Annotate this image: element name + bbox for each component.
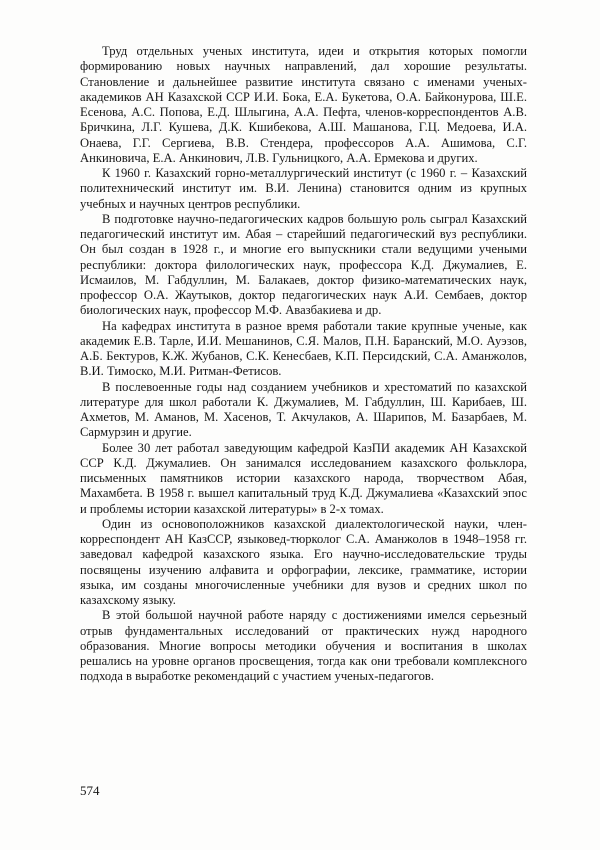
paragraph-1: [80, 44, 527, 166]
paragraph-5: [80, 380, 527, 441]
page-number: 574: [80, 783, 100, 798]
paragraph-3: [80, 212, 527, 319]
paragraph-7: [80, 517, 527, 609]
paragraph-2-text: К 1960 г. Казахский горно-металлургический институт (с 1960 г. – Казахский политехнический институт им. В.И. Ленина) становится одним из крупных учебных и научных центров республики.: [80, 166, 527, 211]
paragraph-6: [80, 441, 527, 517]
paragraph-5-text: В послевоенные годы над созданием учебников и хрестоматий по казахской литературе для школ работали К. Джумалиев, М. Габдуллин, Ш. Карибаев, Ш. Ахметов, М. Аманов, М. Хасенов, Т. Акчулаков, А. Шарипов, М. Базарбаев, М. Сармурзин и другие.: [80, 379, 527, 440]
paragraph-4: [80, 319, 527, 380]
paragraph-7-text: Один из основоположников казахской диалектологической науки, член-корреспондент АН КазССР, языковед-тюрколог С.А. Аманжолов в 1948–1958 гг. заведовал кафедрой казахского языка. Его научно-исследовательские труды посвящены изучению алфавита и орфографии, лексике, грамматике, истории языка, им созданы многочисленные учебники для вузов и средних школ по казахскому языку.: [80, 516, 527, 607]
paragraph-3-text: В подготовке научно-педагогических кадров большую роль сыграл Казахский педагогический институт им. Абая – старейший педагогический вуз республики. Он был создан в 1928 г., и многие его выпускники стали ведущими учеными республики: доктора филологических наук, профессора К.Д. Джумалиев, Е. Исмаилов, М. Габдуллин, М. Балакаев, доктор физико-математических наук, профессор О.А. Жаутыков, доктор педагогических наук А.И. Сембаев, доктор биологических наук, профессор М.Ф. Авазбакиева и др.: [80, 211, 527, 318]
body-text: [80, 44, 527, 685]
paragraph-6-text: Более 30 лет работал заведующим кафедрой КазПИ академик АН Казахской ССР К.Д. Джумалиев. Он занимался исследованием казахского фольклора, письменных памятников истории казахского народа, творчеством Абая, Махамбета. В 1958 г. вышел капитальный труд К.Д. Джумалиева «Казахский эпос и проблемы истории казахской литературы» в 2-х томах.: [80, 440, 527, 516]
paragraph-4-text: На кафедрах института в разное время работали такие крупные ученые, как академик Е.В. Тарле, И.И. Мешанинов, С.Я. Малов, П.Н. Баранский, М.О. Ауэзов, А.Б. Бектуров, К.Ж. Жубанов, С.К. Кенесбаев, К.П. Персидский, С.А. Аманжолов, В.И. Тимоско, М.И. Ритман-Фетисов.: [80, 318, 527, 379]
paragraph-8: [80, 608, 527, 684]
paragraph-2: [80, 166, 527, 212]
paragraph-8-text: В этой большой научной работе наряду с достижениями имелся серьезный отрыв фундаментальных исследований от практических нужд народного образования. Многие вопросы методики обучения и воспитания в школах решались на уровне органов просвещения, тогда как они требовали комплексного подхода в выработке рекомендаций с участием ученых-педагогов.: [80, 608, 527, 684]
paragraph-1-text: Труд отдельных ученых института, идеи и открытия которых помогли формированию новых научных направлений, дал хорошие результаты. Становление и дальнейшее развитие института связано с именами ученых-академиков АН Казахской ССР И.И. Бока, Е.А. Букетова, О.А. Байконурова, Ш.Е. Есенова, А.С. Попова, Е.Д. Шлыгина, А.А. Пефта, членов-корреспондентов А.В. Бричкина, Л.Г. Кушева, Д.К. Кшибекова, А.Ш. Машанова, Г.Ц. Медоева, И.А. Онаева, Г.Г. Сергиева, В.В. Стендера, профессоров А.А. Ашимова, С.Г. Анкиновича, Е.А. Анкинович, Л.В. Гульницкого, А.А. Ермекова и других.: [80, 44, 527, 165]
